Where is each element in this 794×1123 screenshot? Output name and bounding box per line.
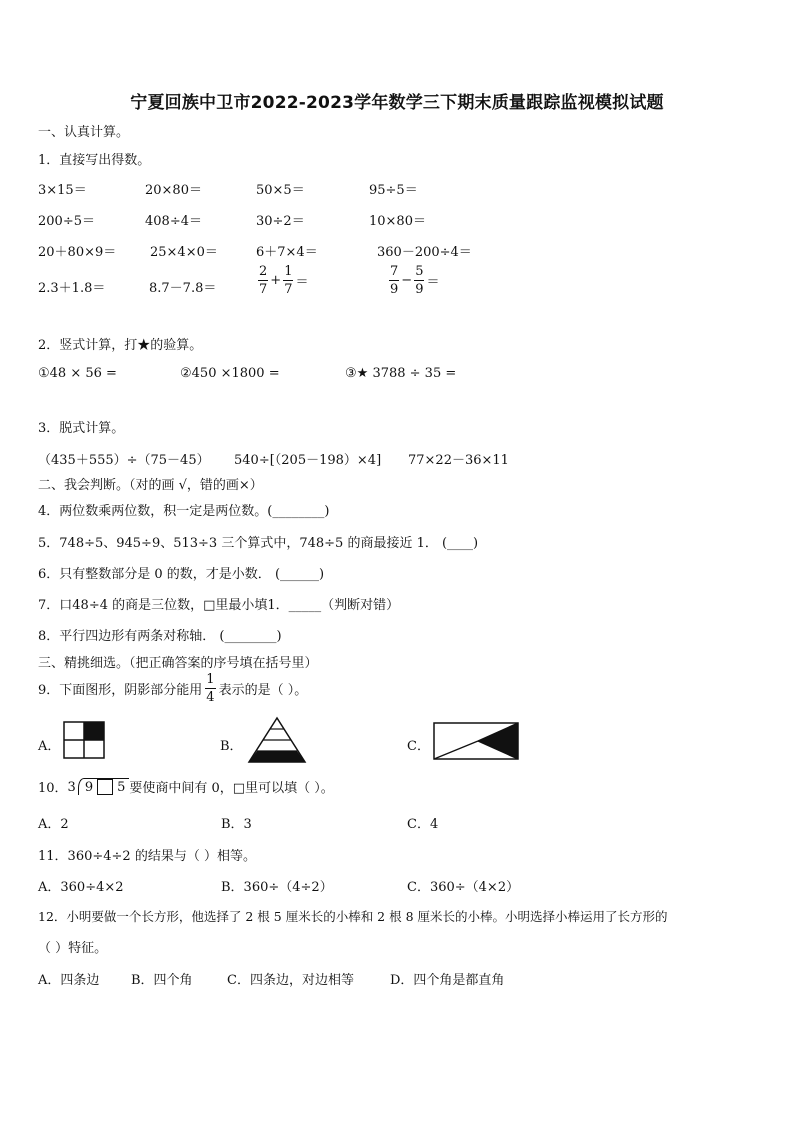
numerator: 1 xyxy=(206,672,215,687)
fraction-expression-2 xyxy=(389,265,439,296)
q3-item: 77×22－36×11 xyxy=(408,453,509,468)
judgment-item: 5．748÷5、945÷9、513÷3 三个算式中，748÷5 的商最接近 1． (____) xyxy=(38,536,479,551)
fraction xyxy=(283,265,293,296)
q10-option: B．3 xyxy=(221,817,252,832)
rectangle-figure xyxy=(432,721,520,761)
q12-option: B．四个角 xyxy=(131,973,193,988)
judgment-item: 7．口48÷4 的商是三位数，□里最小填1．_____（判断对错） xyxy=(38,598,400,613)
long-division xyxy=(68,778,130,795)
q12-option: D．四个角是都直角 xyxy=(390,973,505,988)
numerator: 2 xyxy=(259,264,268,279)
q9-text-pre: 9．下面图形，阴影部分能用 xyxy=(38,683,203,698)
option-c-label: C． xyxy=(407,739,430,754)
q2-label: 2．竖式计算，打★的验算。 xyxy=(38,338,203,353)
equals-sign: ＝ xyxy=(295,275,309,290)
judgment-item: 6．只有整数部分是 0 的数，才是小数． (______) xyxy=(38,567,325,582)
shaded-quarter xyxy=(84,722,104,740)
q1-item: 2.3＋1.8＝ xyxy=(38,281,106,296)
q11-question: 11．360÷4÷2 的结果与（ ）相等。 xyxy=(38,849,256,864)
q10-option: A．2 xyxy=(38,817,69,832)
q3-item: （435＋555）÷（75－45） xyxy=(38,453,210,468)
q12-question-line-1: 12．小明要做一个长方形，他选择了 2 根 5 厘米长的小棒和 2 根 8 厘米长的小棒。小明选择小棒运用了长方形的 xyxy=(38,909,668,924)
q1-item: 50×5＝ xyxy=(256,183,305,198)
q2-item: ③★ 3788 ÷ 35 = xyxy=(345,366,457,381)
diagonal-line xyxy=(434,741,478,759)
triangle-figure xyxy=(246,716,308,764)
denominator: 7 xyxy=(259,282,268,297)
equals-sign: ＝ xyxy=(426,275,440,290)
judgment-item: 8．平行四边形有两条对称轴． (________) xyxy=(38,629,282,644)
q3-item: 540÷[（205－198）×4] xyxy=(234,453,382,468)
q1-item: 3×15＝ xyxy=(38,183,87,198)
blank-box xyxy=(97,779,113,795)
fraction xyxy=(414,265,424,296)
q10-text: 要使商中间有 0，□里可以填（ ）。 xyxy=(129,781,334,796)
judgment-item: 4．两位数乘两位数，积一定是两位数。(________) xyxy=(38,504,330,519)
q11-option: B．360÷（4÷2） xyxy=(221,880,333,895)
q1-label: 1．直接写出得数。 xyxy=(38,153,151,168)
q3-label: 3．脱式计算。 xyxy=(38,421,125,436)
q2-item: ②450 ×1800 = xyxy=(180,366,280,381)
q12-option: A．四条边 xyxy=(38,973,100,988)
q11-option: A．360÷4×2 xyxy=(38,880,124,895)
q1-item: 8.7－7.8＝ xyxy=(149,281,217,296)
operator: + xyxy=(270,273,282,288)
fraction xyxy=(258,265,268,296)
denominator: 7 xyxy=(284,282,293,297)
q12-question-line-2: （ ）特征。 xyxy=(38,941,108,956)
numerator: 1 xyxy=(284,264,293,279)
q1-item: 30÷2＝ xyxy=(256,214,305,229)
denominator: 4 xyxy=(206,690,215,705)
q11-option: C．360÷（4×2） xyxy=(407,880,520,895)
q10-number: 10． xyxy=(38,781,68,796)
dividend xyxy=(78,778,130,795)
q1-item: 95÷5＝ xyxy=(369,183,418,198)
denominator: 9 xyxy=(390,282,399,297)
operator: − xyxy=(401,273,413,288)
shaded-triangle xyxy=(478,723,518,759)
q9-question xyxy=(38,673,307,704)
fraction-expression-1 xyxy=(258,265,308,296)
dividend-digit: 9 xyxy=(84,779,94,795)
q1-item: 25×4×0＝ xyxy=(150,245,218,260)
numerator: 7 xyxy=(390,264,399,279)
grid-square-figure xyxy=(63,721,105,759)
fraction xyxy=(205,673,215,704)
q1-item: 200÷5＝ xyxy=(38,214,95,229)
section-2-heading: 二、我会判断。（对的画 √，错的画×） xyxy=(38,478,263,493)
q10-option: C．4 xyxy=(407,817,439,832)
q10-question xyxy=(38,777,334,796)
section-1-heading: 一、认真计算。 xyxy=(38,125,130,140)
denominator: 9 xyxy=(415,282,424,297)
q9-text-post: 表示的是（ ）。 xyxy=(218,683,308,698)
fraction xyxy=(389,265,399,296)
q1-item: 20＋80×9＝ xyxy=(38,245,117,260)
section-3-heading: 三、精挑细选。（把正确答案的序号填在括号里） xyxy=(38,656,318,671)
q2-item: ①48 × 56 = xyxy=(38,366,117,381)
q12-option: C．四条边，对边相等 xyxy=(227,973,354,988)
q1-item: 6＋7×4＝ xyxy=(256,245,318,260)
q1-item: 10×80＝ xyxy=(369,214,426,229)
q1-item: 408÷4＝ xyxy=(145,214,202,229)
q1-item: 20×80＝ xyxy=(145,183,202,198)
shaded-band xyxy=(249,751,305,762)
option-b-label: B． xyxy=(220,739,243,754)
page-title: 宁夏回族中卫市2022-2023学年数学三下期末质量跟踪监视模拟试题 xyxy=(130,93,664,113)
option-a-label: A． xyxy=(38,739,61,754)
divisor: 3 xyxy=(67,780,76,795)
q1-item: 360－200÷4＝ xyxy=(377,245,472,260)
dividend-digit: 5 xyxy=(117,779,126,795)
numerator: 5 xyxy=(415,264,424,279)
